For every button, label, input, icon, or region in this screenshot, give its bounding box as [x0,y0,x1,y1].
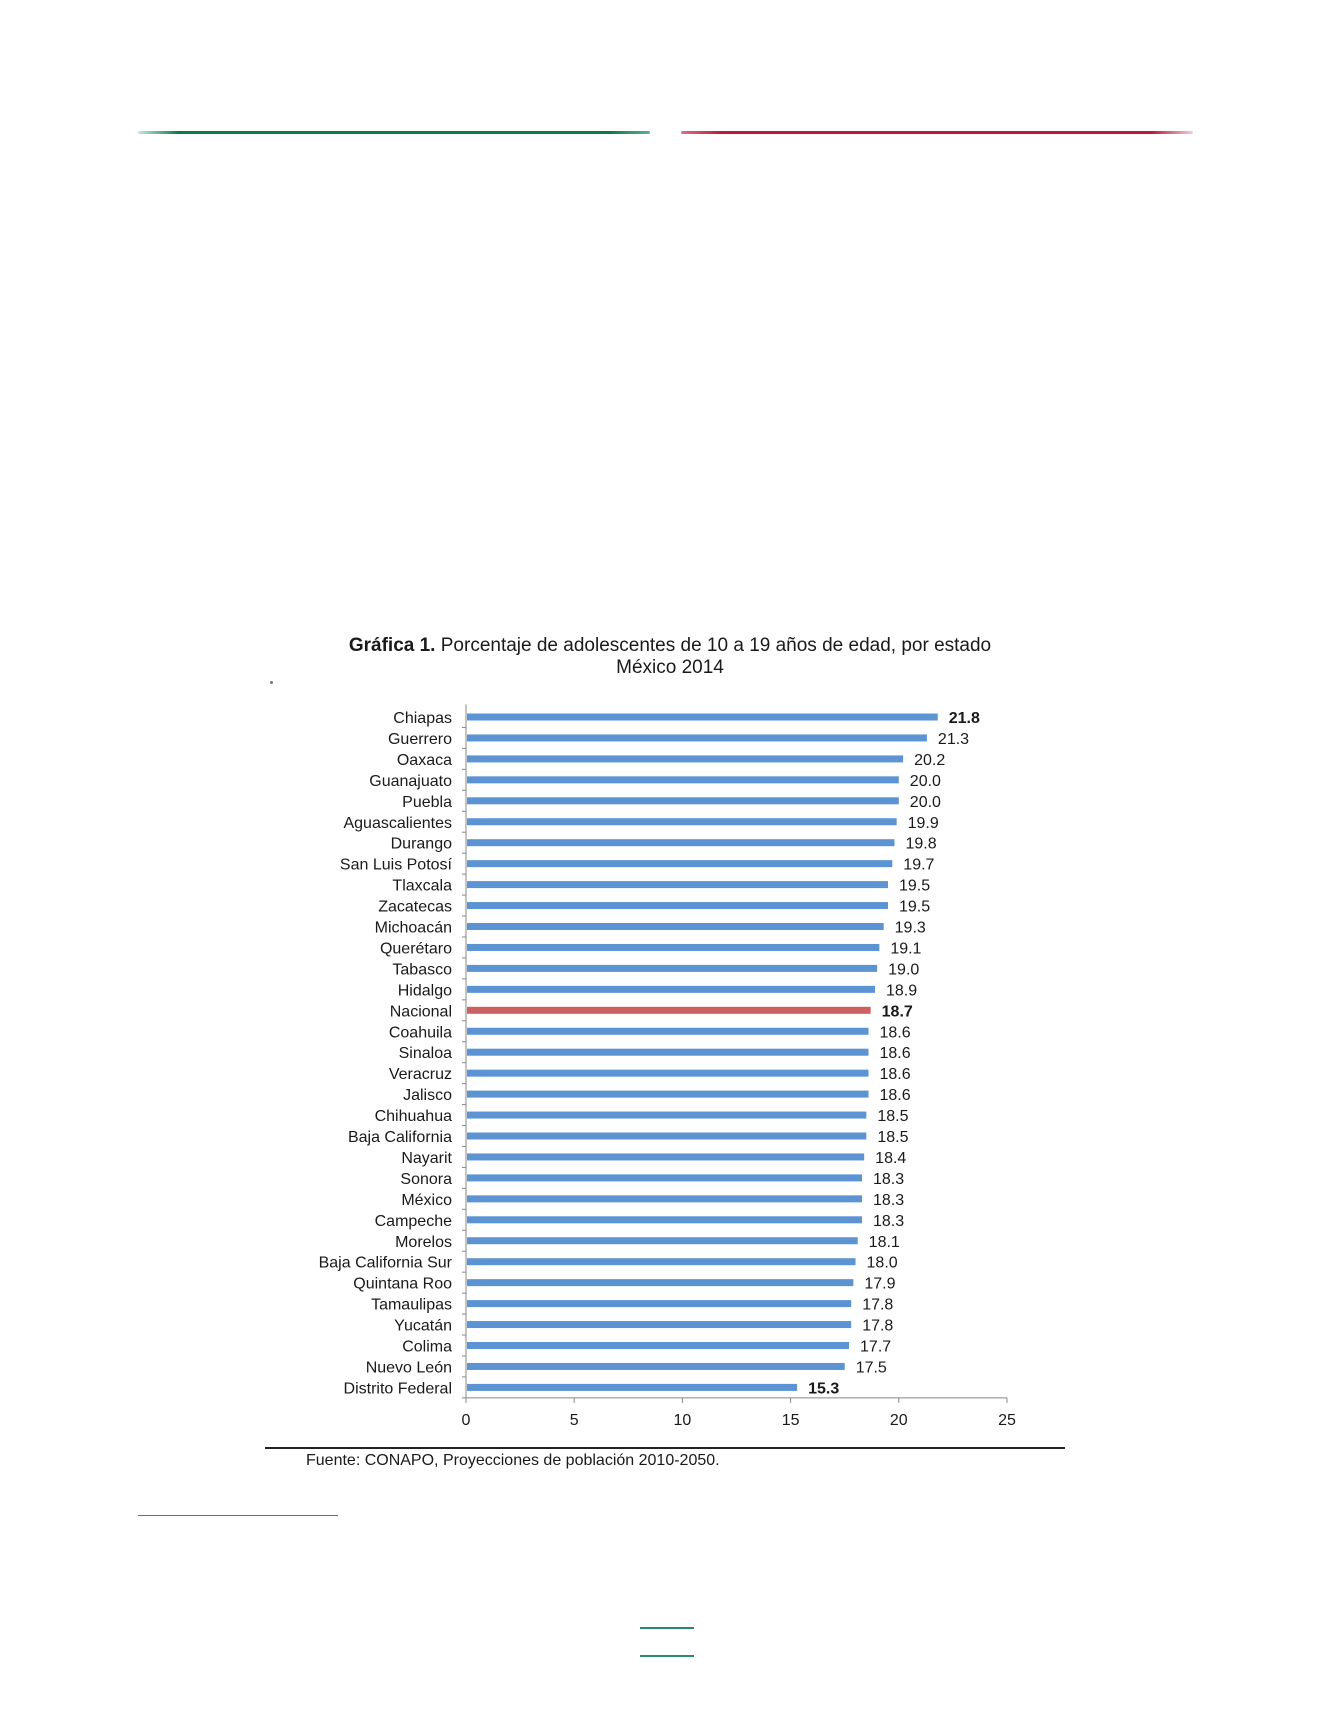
category-label: México [401,1191,452,1209]
category-label: Sonora [400,1170,452,1188]
bar [467,1321,851,1328]
bar [467,776,899,783]
category-label: Querétaro [379,940,452,958]
value-label: 19.8 [905,835,937,853]
bar-highlight [467,1007,871,1014]
category-label: Tlaxcala [392,877,452,895]
category-label: Coahuila [388,1024,452,1042]
value-label: 19.3 [894,919,926,937]
category-label: Aguascalientes [343,814,452,832]
footnote-rule [138,1515,338,1516]
value-label: 20.0 [909,772,941,790]
value-label: 18.7 [881,1003,913,1021]
chart-subtitle: México 2014 [616,657,724,678]
source-rule [265,1447,1065,1449]
category-label: San Luis Potosí [339,856,452,874]
bar [467,986,875,993]
value-label: 21.8 [948,710,980,727]
category-label: Tamaulipas [371,1296,452,1314]
value-label: 18.4 [875,1149,907,1167]
value-label: 18.1 [868,1233,900,1251]
bar [467,1112,866,1119]
category-label: Puebla [402,793,452,811]
value-label: 21.3 [937,730,970,748]
bar [467,944,879,951]
x-tick-label: 25 [998,1411,1016,1429]
bar [467,1028,869,1035]
category-label: Distrito Federal [343,1380,452,1398]
value-label: 17.9 [864,1275,896,1293]
category-label: Campeche [374,1212,452,1230]
bar [467,1279,853,1286]
category-label: Baja California [347,1129,452,1146]
bar [467,1363,845,1370]
bar [467,1342,849,1349]
category-label: Quintana Roo [353,1275,452,1293]
bar [467,1195,862,1202]
value-label: 19.1 [890,940,922,958]
category-label: Chiapas [393,710,452,727]
category-label: Colima [402,1338,452,1356]
value-label: 19.0 [888,961,920,979]
value-label: 19.7 [903,856,935,874]
category-label: Durango [390,835,452,853]
value-label: 18.6 [879,1024,911,1042]
bar [467,1300,851,1307]
bar [467,1070,869,1077]
value-label: 18.9 [885,982,918,1000]
category-label: Jalisco [403,1087,452,1105]
value-label: 18.5 [877,1129,909,1146]
category-label: Veracruz [388,1066,452,1084]
chart-title-bold: Gráfica 1. [348,635,436,656]
category-label: Sinaloa [398,1045,452,1063]
bar [467,797,899,804]
value-label: 18.3 [873,1191,905,1209]
category-label: Baja California Sur [318,1254,452,1272]
x-tick-label: 20 [889,1411,908,1429]
value-label: 18.3 [873,1212,905,1230]
category-label: Hidalgo [397,982,452,1000]
bar [467,714,938,721]
bar [467,860,892,867]
value-label: 19.5 [898,877,931,895]
bar [467,881,888,888]
category-label: Zacatecas [378,898,452,916]
bar [467,734,927,741]
bar [467,1049,869,1056]
bar [467,1153,864,1160]
bar [467,1174,862,1181]
value-label: 18.0 [866,1254,898,1272]
bar [467,902,888,909]
category-label: Guerrero [387,730,452,748]
x-tick-label: 15 [781,1411,800,1429]
bar [467,1237,858,1244]
category-label: Michoacán [374,919,452,937]
page-mark-bottom [640,1655,694,1657]
bar [467,818,897,825]
value-label: 19.9 [907,814,939,832]
bar [467,1091,869,1098]
source-note: Fuente: CONAPO, Proyecciones de población 2010-2050. [306,1452,720,1469]
value-label: 17.7 [860,1338,892,1356]
bar [467,965,877,972]
value-label: 17.5 [855,1359,887,1377]
bar [467,839,894,846]
x-tick-label: 5 [569,1411,579,1429]
category-label: Morelos [395,1233,452,1251]
x-tick-label: 0 [461,1411,471,1429]
chart-title-text: Porcentaje de adolescentes de 10 a 19 años de edad, por estado [440,635,992,656]
category-label: Nacional [389,1003,452,1021]
value-label: 19.5 [898,898,931,916]
value-label: 18.3 [873,1170,905,1188]
value-label: 20.0 [909,793,941,811]
category-label: Chihuahua [374,1108,452,1126]
category-label: Nayarit [401,1149,452,1167]
value-label: 18.5 [877,1108,909,1126]
value-label: 15.3 [808,1380,840,1398]
category-label: Yucatán [394,1317,452,1335]
bar [467,1133,866,1140]
value-label: 18.6 [879,1087,911,1105]
value-label: 18.6 [879,1045,911,1063]
value-label: 17.8 [862,1317,894,1335]
bar [467,923,884,930]
category-label: Guanajuato [369,772,452,790]
category-label: Tabasco [392,961,452,979]
bar [467,1384,797,1391]
bar [467,755,903,762]
category-label: Nuevo León [365,1359,452,1377]
bar [467,1216,862,1223]
value-label: 20.2 [914,751,946,769]
bar [467,1258,856,1265]
category-label: Oaxaca [396,751,452,769]
value-label: 17.8 [862,1296,894,1314]
x-tick-label: 10 [673,1411,692,1429]
value-label: 18.6 [879,1066,911,1084]
page-mark-top [640,1627,694,1629]
